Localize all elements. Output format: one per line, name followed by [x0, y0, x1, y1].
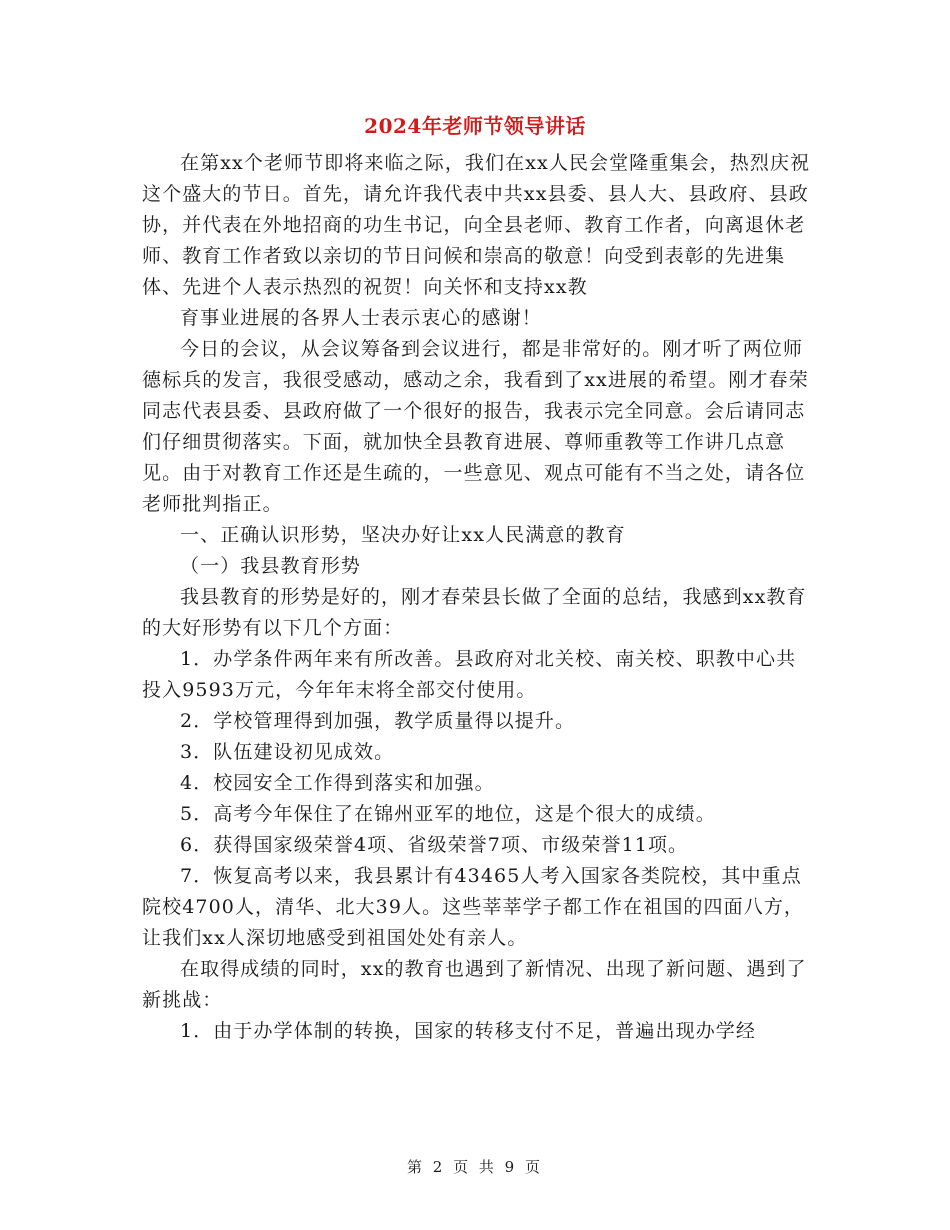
paragraph-challenges: 在取得成绩的同时，xx的教育也遇到了新情况、出现了新问题、遇到了新挑战： — [142, 958, 807, 1011]
list-item: 6．获得国家级荣誉4项、省级荣誉7项、市级荣誉11项。 — [180, 834, 689, 856]
list-item: 7．恢复高考以来，我县累计有43465人考入国家各类院校，其中重点院校4700人，清华、北大39人。这些莘莘学子都工作在祖国的四面八方，让我们xx人深切地感受到祖国处处有亲人。 — [142, 865, 805, 949]
section-heading-1: 一、正确认识形势，坚决办好让xx人民满意的教育 — [180, 524, 626, 546]
paragraph-opening: 在第xx个老师节即将来临之际，我们在xx人民会堂隆重集会，热烈庆祝这个盛大的节日。首先，请允许我代表中共xx县委、县人大、县政府、县政协，并代表在外地招商的功生书记，向全县老师、教育工作者，向离退休老师、教育工作者致以亲切的节日问候和崇高的敬意！向受到表彰的先进集体、先进个人表示热烈的祝贺！向关怀和支持xx教 — [142, 152, 811, 298]
subsection-heading-1: （一）我县教育形势 — [180, 555, 361, 577]
list-item: 1．由于办学体制的转换，国家的转移支付不足，普遍出现办学经 — [180, 1020, 756, 1042]
document-body — [142, 148, 814, 1047]
page-footer: 第 2 页 共 9 页 — [407, 1158, 543, 1176]
paragraph-thanks: 育事业进展的各界人士表示衷心的感谢！ — [180, 307, 542, 329]
document-title: 2024年老师节领导讲话 — [364, 114, 586, 138]
paragraph-meeting: 今日的会议，从会议筹备到会议进行，都是非常好的。刚才听了两位师德标兵的发言，我很受感动，感动之余，我看到了xx进展的希望。刚才春荣同志代表县委、县政府做了一个很好的报告，我表示完全同意。会后请同志们仔细贯彻落实。下面，就加快全县教育进展、尊师重教等工作讲几点意见。由于对教育工作还是生疏的，一些意见、观点可能有不当之处，请各位老师批判指正。 — [142, 338, 809, 515]
list-item: 5．高考今年保住了在锦州亚军的地位，这是个很大的成绩。 — [180, 803, 716, 825]
list-item: 2．学校管理得到加强，教学质量得以提升。 — [180, 710, 576, 732]
list-item: 1．办学条件两年来有所改善。县政府对北关校、南关校、职教中心共投入9593万元，今年年末将全部交付使用。 — [142, 648, 797, 701]
list-item: 4．校园安全工作得到落实和加强。 — [180, 772, 495, 794]
paragraph-situation: 我县教育的形势是好的，刚才春荣县长做了全面的总结，我感到xx教育的大好形势有以下几个方面： — [142, 586, 807, 639]
list-item: 3．队伍建设初见成效。 — [180, 741, 395, 763]
